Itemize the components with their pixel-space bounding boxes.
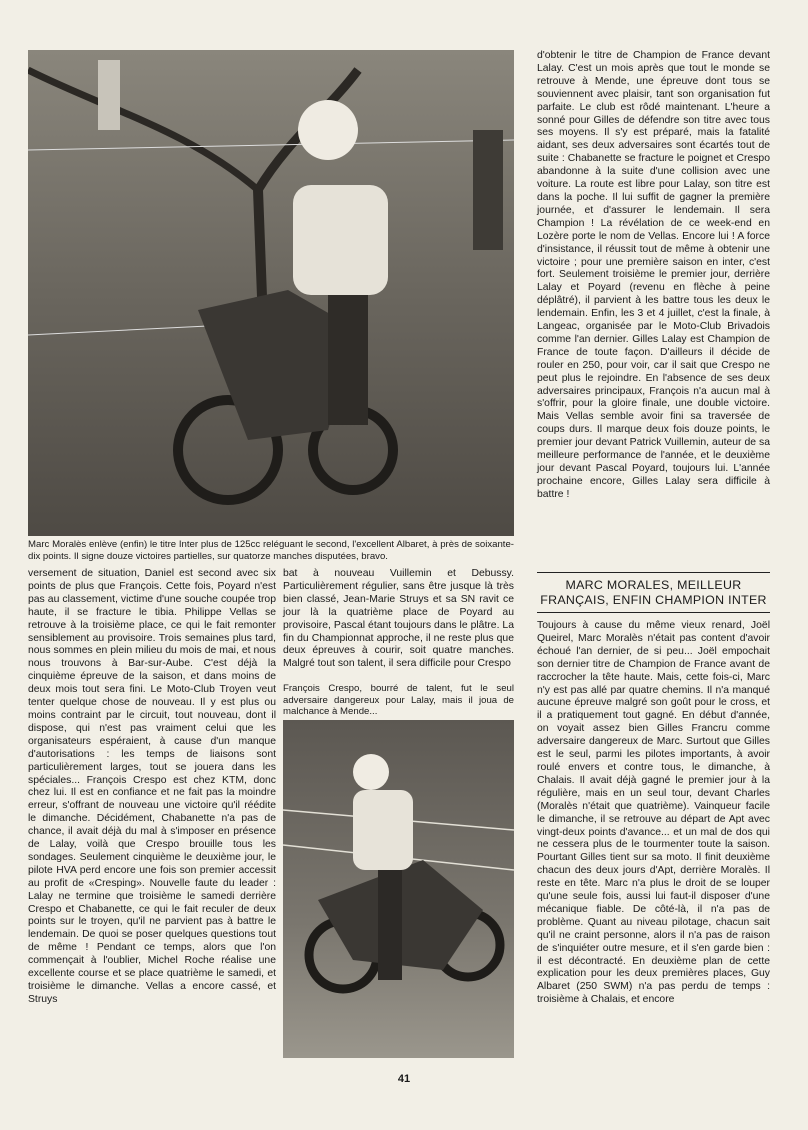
photo-caption-bottom: François Crespo, bourré de talent, fut le seul adversaire dangereux pour Lalay, mais il joua de malchance à Mende... [283,683,514,717]
article-column-right-top [537,50,770,502]
section-heading-line-1: MARC MORALES, MEILLEUR [565,578,742,592]
heading-rule-bottom [537,612,770,613]
section-heading [537,578,770,608]
photo-enduro-rider-bottom [283,720,514,1058]
article-column-right-bottom [537,620,770,1007]
article-text-right-top: d'obtenir le titre de Champion de France devant Lalay. C'est un mois après que tout le monde se retrouve à Mende, une épreuve dont tous se souviennent avec plaisir, tant son organisation fut parfaite. Le club est rôdé maintenant. L'heure a sonné pour Gilles de défendre son titre avec tous ses moyens. Il s'y est préparé, mais la fatalité aidant, ses deux adversaires sont écartés tout de suite : Chabanette se fracture le poignet et Crespo abandonne à la suite d'une collision avec une voiture. La route est libre pour Lalay, son titre est dans la poche. Il lui suffit de gagner la première journée, et d'assurer le lendemain. Il sera Champion ! La révélation de ce week-end en Lozère porte le nom de Vellas. Encore lui ! A force d'insistance, il réussit tout de même à obtenir une victoire ; pour une première saison en inter, c'est fort. Seulement troisième le premier jour, derrière Lalay et Poyard (revenu en flèche à peine déplâtré), il parvient à les battre tous les deux le lendemain. Enfin, les 3 et 4 juillet, c'est la finale, à Langeac, organisée par le Moto-Club Brivadois comme l'an dernier. Gilles Lalay est Champion de France de toute façon. D'ailleurs il décide de rouler en 250, pour voir, car il sait que Crespo ne peut plus le rejoindre. En l'absence de ses deux adversaires principaux, François n'a aucun mal à s'offrir, pour la gloire finale, une double victoire. Mais Vellas semble avoir fini sa traversée de coups durs. Il marque deux fois douze points, le premier jour devant Patrick Vuillemin, auteur de sa meilleure performance de l'année, et le deuxième jour devant Pascal Poyard, toujours lui. L'année prochaine encore, Gilles Lalay sera difficile à battre ! [537,50,770,500]
heading-rule-top [537,572,770,573]
photo-illustration-top [28,50,514,536]
article-column-left [28,568,276,1007]
article-text-left: versement de situation, Daniel est second avec six points de plus que François. Cette fois, Poyard n'est pas au classement, victime d'une souche coupée trop haute, il se fracture le tibia. Philippe Vellas se retrouve à la troisième place, ce qui le fait remonter sensiblement au provisoire. Trois semaines plus tard, nous sommes en plein milieu du mois de mai, et nous nous trouvons à Bar-sur-Aube. C'est déjà la cinquième épreuve de la saison, et dans moins de deux mois tout sera fini. Le Moto-Club Troyen veut tenter quelque chose de nouveau. Il y est plus ou moins contraint par le circuit, tout nouveau, dont il dispose, qui n'est pas vraiment celui que les organisateurs espéraient, à cause d'un manque d'autorisations : les temps de liaisons sont particulièrement larges, tout se jouera dans les spéciales... François Crespo est chez KTM, donc chez lui. Il est en confiance et ne fait pas la moindre erreur, s'offrant de nouveau une victoire qu'il réédite le dimanche. Décidément, Chabanette n'a pas de chance, il avait déjà du mal à s'imposer en présence de Lalay, voilà que Crespo brouille tous les sondages. Seulement cinquième le deuxième jour, le pilote HVA perd encore une fois son premier accessit au profit de «Cresping». Nouvelle faute du leader : Lalay ne termine que troisième le samedi derrière Crespo et Chabanette, ce qui le fait reculer de deux points sur le troyen, qu'il ne parvient pas à battre le lendemain. De quoi se poser quelques questions tout de même ! Pendant ce temps, alors que l'on commençait à l'oublier, Michel Roche réalise une excellente course et se place quatrième le samedi, et troisième le dimanche. Vellas a encore cassé, et Struys [28,568,276,1005]
section-heading-line-2: FRANÇAIS, ENFIN CHAMPION INTER [540,593,767,607]
article-text-middle: bat à nouveau Vuillemin et Debussy. Particulièrement régulier, sans être jusque là très bien classé, Jean-Marie Struys et sa SN ravit ce jour là la quatrième place de Poyard au provisoire, Pascal étant toujours dans le plâtre. La fin du Championnat approche, il ne reste plus que deux épreuves à courir, soit quatre manches. Malgré tout son talent, il sera difficile pour Crespo [283,568,514,670]
photo-caption-top: Marc Moralès enlève (enfin) le titre Inter plus de 125cc reléguant le second, l'excellent Albaret, à près de soixante-dix points. Il signe douze victoires partielles, sur quatorze manches disputées, bravo. [28,539,514,562]
article-text-right-bottom: Toujours à cause du même vieux renard, Joël Queirel, Marc Moralès n'était pas content d'avoir échoué l'an dernier, de si peu... Joël empochait son dernier titre de Champion de France avant de raccrocher la tête haute. Mais, cette fois-ci, Marc n'y est pas allé par quatre chemins. Il n'a manqué aucune épreuve malgré son goût pour le cross, et il a pratiquement tout gagné. En début d'année, on voyait assez bien Gilles Francru comme adversaire dangereux de Marc. Surtout que Gilles est le seul, parmi les pilotes importants, à avoir roulé envers et contre tous, le dimanche, à Chalais. Il avait déjà gagné le premier jour à la régulière, mais en un seul tour, devant Charles (Moralès n'était que quatrième). Vainqueur facile le dimanche, il se retrouve au départ de Apt avec vingt-deux points d'avance... et un mal de dos qui ne cessera plus de le tourmenter toute la saison. Pourtant Gilles tient sur sa moto. Il finit deuxième chacun des deux jours d'Apt, derrière Moralès. Il reste en tête. Marc n'a plus le droit de se louper qu'une seule fois, aussi lui faut-il disposer d'une mécanique fiable. De côté-là, il n'a pas de problème. Quant au niveau pilotage, chacun sait qu'il ne craint personne, alors il n'a pas de raison de s'inquiéter outre mesure, et il s'en garde bien : il est décontracté. En deuxième plan de cette explication pour les deux premières places, Guy Albaret (250 SWM) n'a pas perdu de temps : troisième à Chalais, et encore [537,620,770,1006]
photo-illustration-bottom [283,720,514,1058]
photo-enduro-rider-top [28,50,514,536]
page-number: 41 [397,1073,411,1085]
article-column-middle [283,568,514,671]
